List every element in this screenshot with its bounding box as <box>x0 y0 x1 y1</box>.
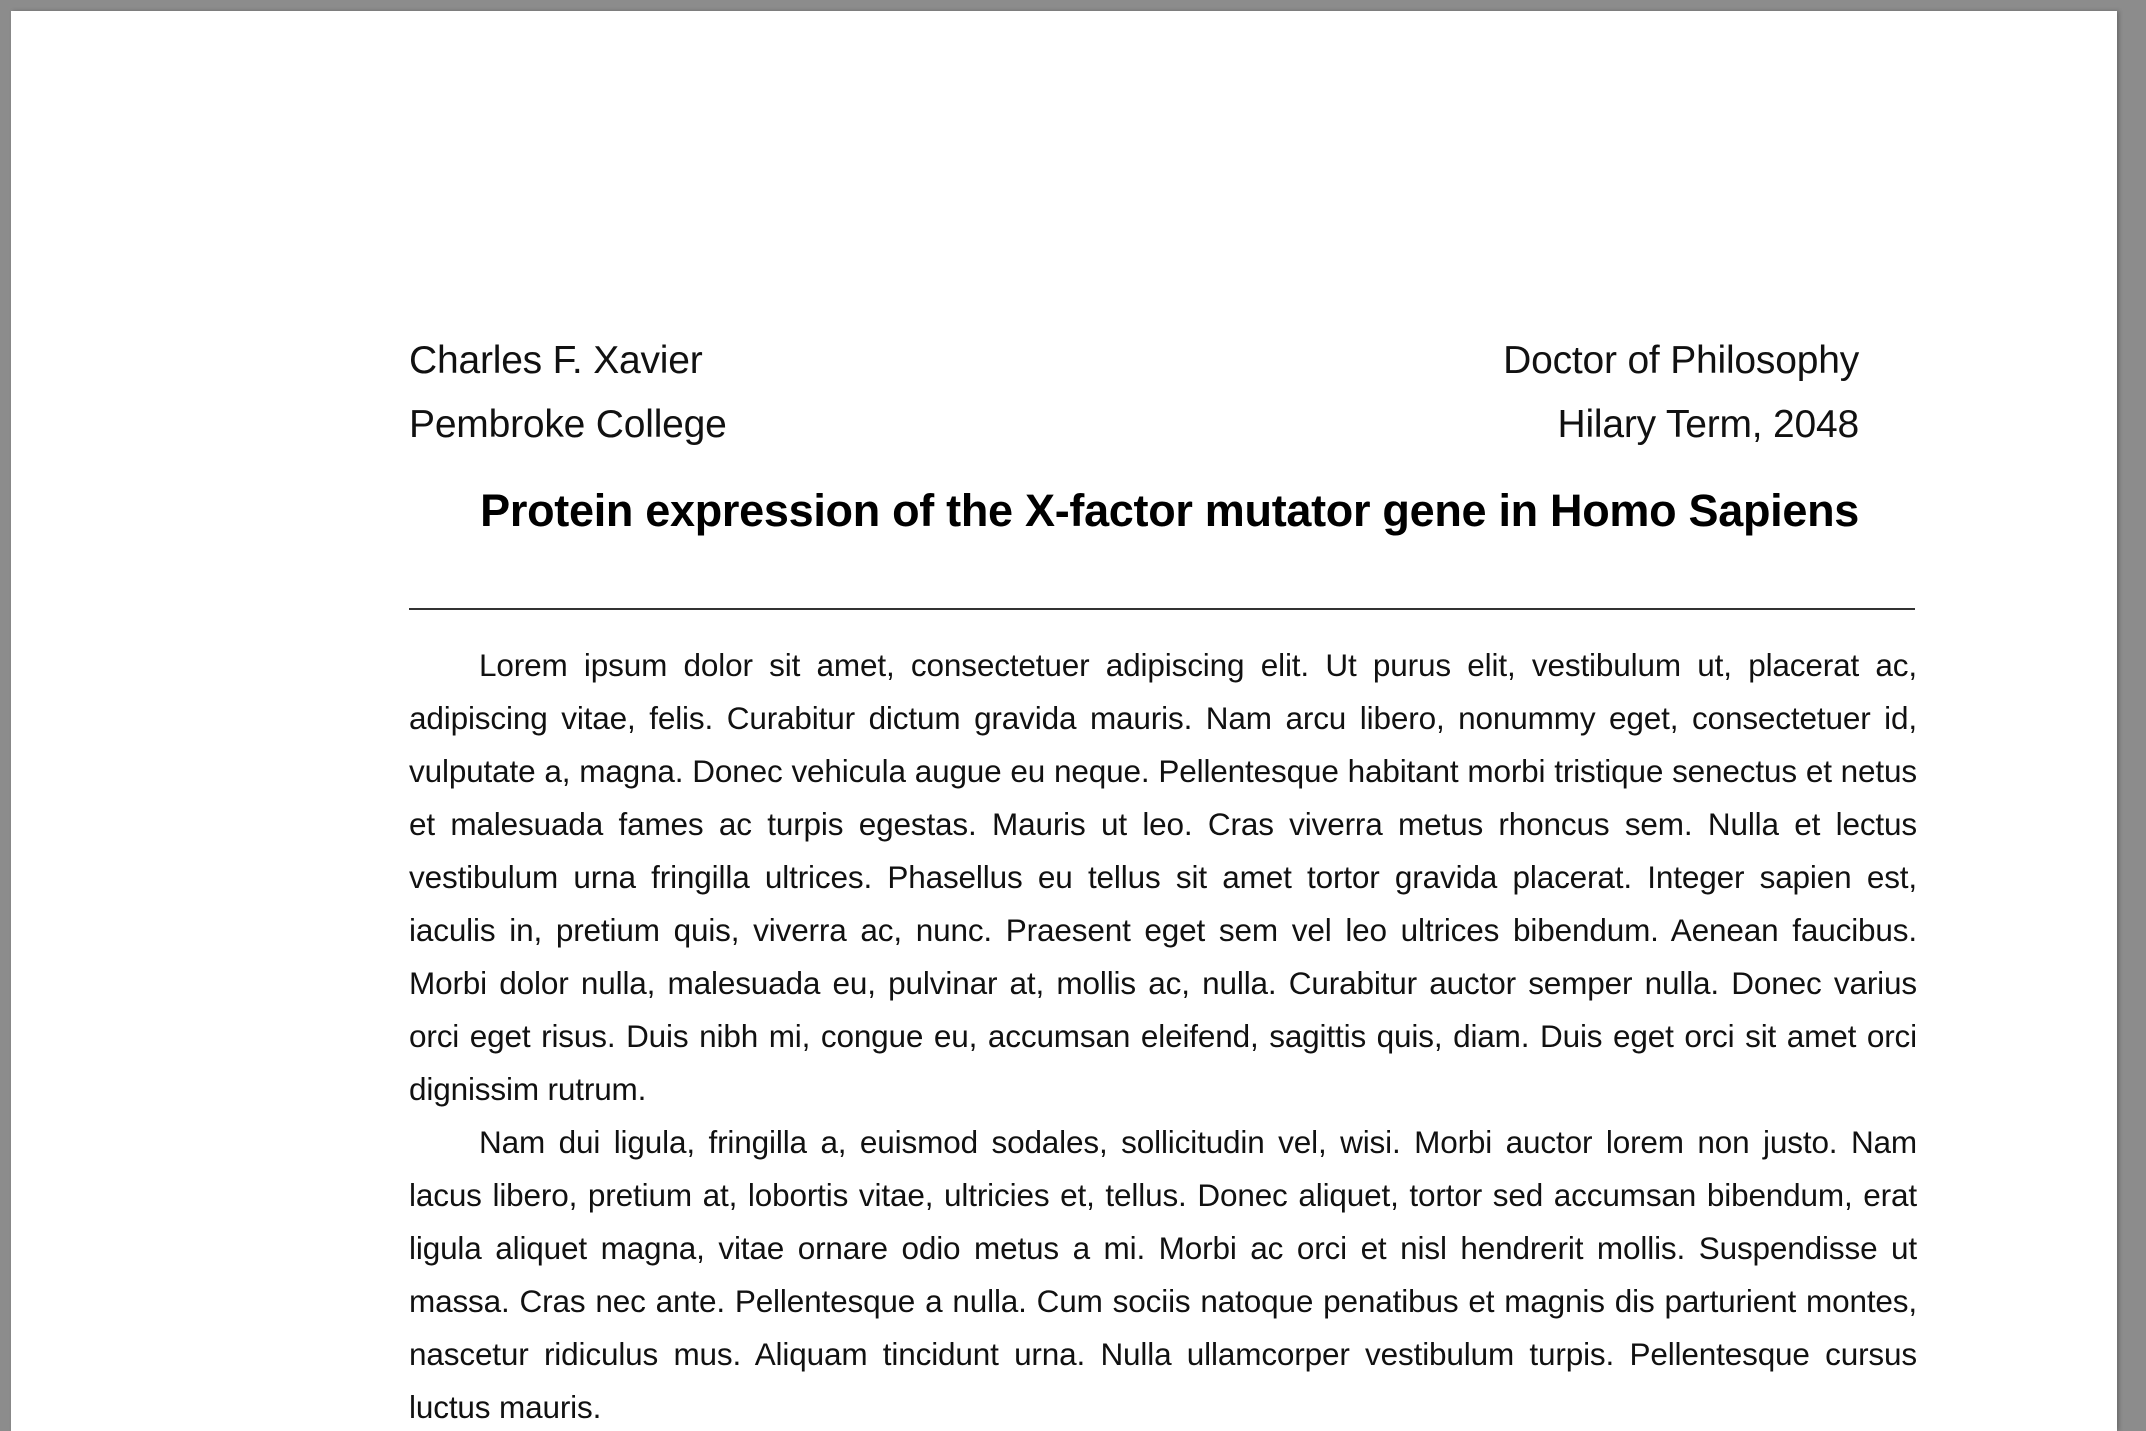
term-date: Hilary Term, 2048 <box>1557 403 1859 446</box>
document-page <box>11 11 2117 1431</box>
header-row-2 <box>409 405 1859 444</box>
document-title: Protein expression of the X-factor mutator gene in Homo Sapiens <box>480 485 1859 536</box>
paragraph: Nam dui ligula, fringilla a, euismod sodales, sollicitudin vel, wisi. Morbi auctor lorem non justo. Nam lacus libero, pretium at, lobortis vitae, ultricies et, tellus. Donec aliquet, tortor sed accumsan bibendum, erat ligula aliquet magna, vitae ornare odio metus a mi. Morbi ac orci et nisl hendrerit mollis. Suspendisse ut massa. Cras nec ante. Pellentesque a nulla. Cum sociis natoque penatibus et magnis dis parturient montes, nascetur ridiculus mus. Aliquam tincidunt urna. Nulla ullamcorper vestibulum turpis. Pellentesque cursus luctus mauris. <box>409 1124 1917 1425</box>
college-name: Pembroke College <box>409 403 727 446</box>
degree-name: Doctor of Philosophy <box>1503 339 1859 382</box>
header-row-1 <box>409 341 1859 380</box>
horizontal-rule <box>409 608 1915 610</box>
body-text <box>409 639 1917 1431</box>
paragraph: Lorem ipsum dolor sit amet, consectetuer adipiscing elit. Ut purus elit, vestibulum ut, placerat ac, adipiscing vitae, felis. Curabitur dictum gravida mauris. Nam arcu libero, nonummy eget, consectetuer id, vulputate a, magna. Donec vehicula augue eu neque. Pellentesque habitant morbi tristique senectus et netus et malesuada fames ac turpis egestas. Mauris ut leo. Cras viverra metus rhoncus sem. Nulla et lectus vestibulum urna fringilla ultrices. Phasellus eu tellus sit amet tortor gravida placerat. Integer sapien est, iaculis in, pretium quis, viverra ac, nunc. Praesent eget sem vel leo ultrices bibendum. Aenean faucibus. Morbi dolor nulla, malesuada eu, pulvinar at, mollis ac, nulla. Curabitur auctor semper nulla. Donec varius orci eget risus. Duis nibh mi, congue eu, accumsan eleifend, sagittis quis, diam. Duis eget orci sit amet orci dignissim rutrum. <box>409 647 1917 1107</box>
author-name: Charles F. Xavier <box>409 339 703 382</box>
